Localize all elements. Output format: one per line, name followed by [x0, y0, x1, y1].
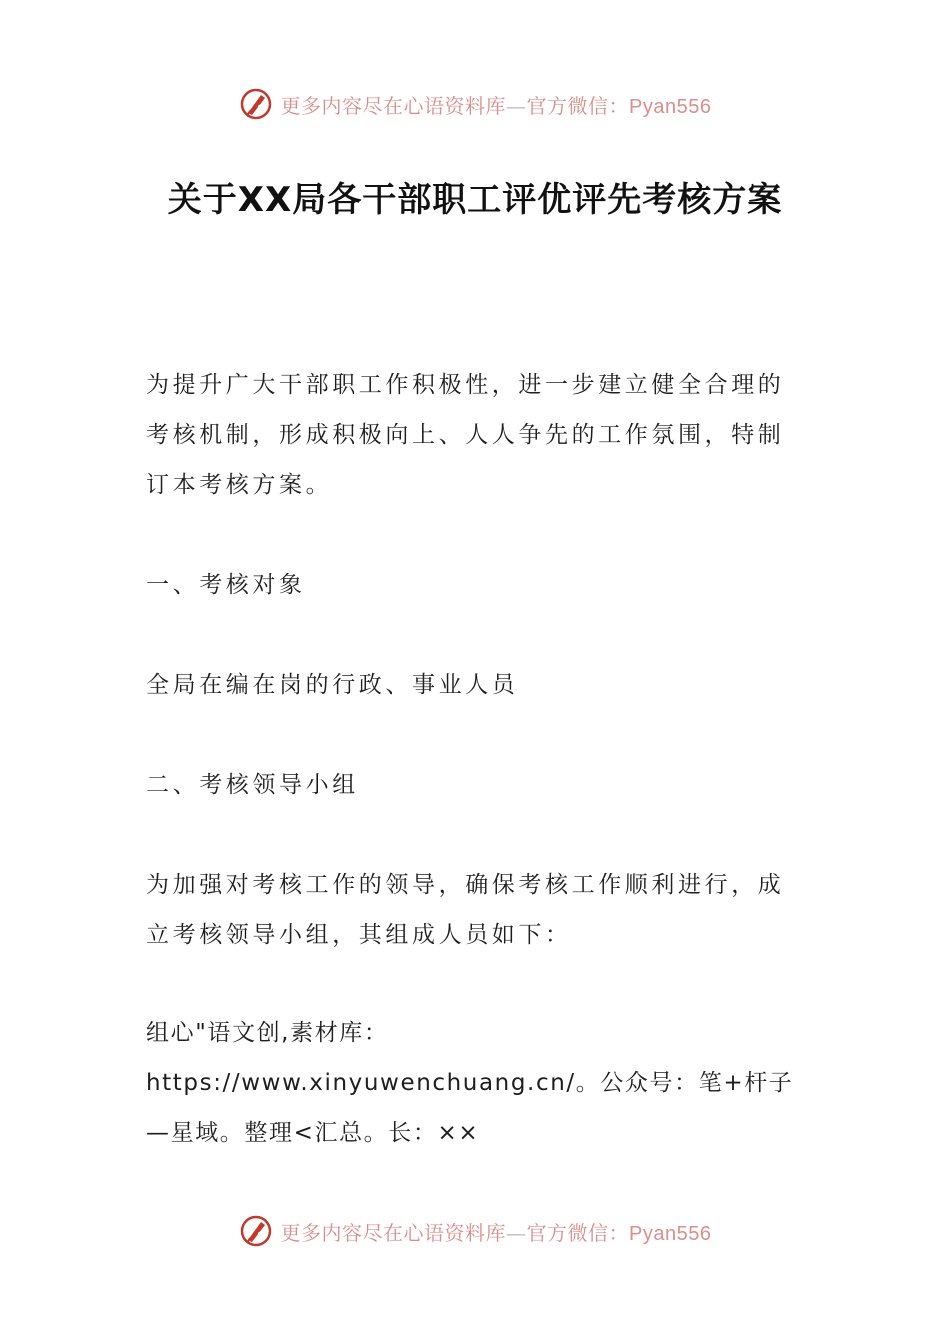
header-banner-dash: — [506, 93, 527, 118]
footer-banner-text [281, 1217, 712, 1246]
header-banner-label: 官方微信： [526, 93, 630, 118]
footer-banner-label: 官方微信： [526, 1220, 630, 1245]
footer-banner [0, 1211, 950, 1251]
header-banner-wechat-id: Pyan556 [629, 95, 712, 118]
section2-members: 组心"语文创,素材库：https://www.xinyuwenchuang.cn/。公众号：笔+杆子—星域。整理<汇总。长：×× [146, 1020, 794, 1146]
page-title: 关于XX局各干部职工评优评先考核方案 [167, 180, 783, 220]
footer-banner-wechat-id: Pyan556 [629, 1222, 712, 1245]
intro-paragraph: 为提升广大干部职工作积极性，进一步建立健全合理的考核机制，形成积极向上、人人争先的工作氛围，特制订本考核方案。 [146, 372, 785, 498]
section2-heading: 二、考核领导小组 [146, 772, 359, 798]
quill-logo-icon [239, 87, 273, 121]
header-banner-slogan: 更多内容尽在心语资料库 [280, 93, 507, 118]
section1-body: 全局在编在岗的行政、事业人员 [146, 672, 519, 698]
header-banner [0, 84, 950, 124]
section1-heading: 一、考核对象 [146, 572, 306, 598]
footer-banner-slogan: 更多内容尽在心语资料库 [280, 1220, 507, 1245]
quill-logo-icon [239, 1214, 273, 1248]
header-banner-text [281, 90, 712, 119]
footer-banner-dash: — [506, 1220, 527, 1245]
section2-body: 为加强对考核工作的领导，确保考核工作顺利进行，成立考核领导小组，其组成人员如下： [146, 872, 785, 948]
